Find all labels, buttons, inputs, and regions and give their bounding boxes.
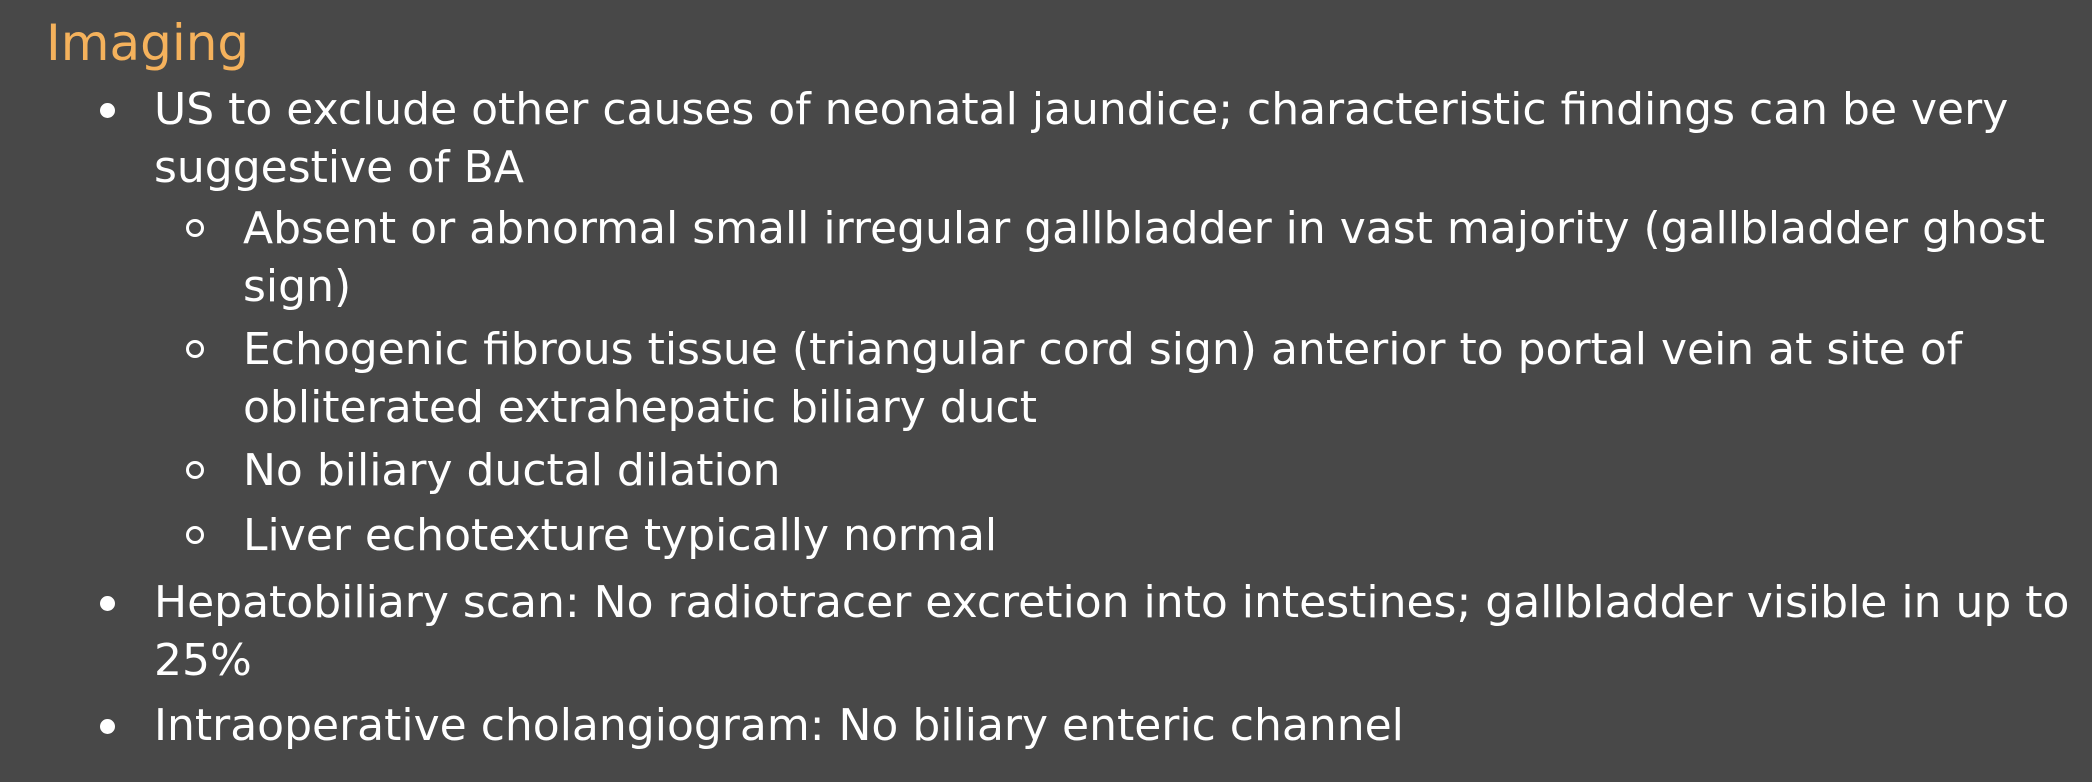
bullet-item-3-line-1: Intraoperative cholangiogram: No biliary enteric channel bbox=[154, 700, 1404, 751]
bullet-dot-icon bbox=[100, 719, 115, 734]
bullet-item-1-line-1: US to exclude other causes of neonatal jaundice; characteristic findings can be very bbox=[154, 84, 2009, 135]
sub-item-4-line-1: Liver echotexture typically normal bbox=[243, 510, 998, 561]
sub-bullet-circle-icon bbox=[186, 526, 204, 544]
sub-item-2-line-2: obliterated extrahepatic biliary duct bbox=[243, 382, 1037, 433]
sub-bullet-circle-icon bbox=[186, 219, 204, 237]
bullet-dot-icon bbox=[100, 596, 115, 611]
sub-item-2-line-1: Echogenic fibrous tissue (triangular cord sign) anterior to portal vein at site of bbox=[243, 324, 1963, 375]
bullet-dot-icon bbox=[100, 103, 115, 118]
bullet-item-2-line-1: Hepatobiliary scan: No radiotracer excretion into intestines; gallbladder visible in up to bbox=[154, 577, 2070, 628]
bullet-item-1-line-2: suggestive of BA bbox=[154, 142, 524, 193]
sub-bullet-circle-icon bbox=[186, 461, 204, 479]
sub-item-1-line-2: sign) bbox=[243, 261, 352, 312]
sub-item-3-line-1: No biliary ductal dilation bbox=[243, 445, 781, 496]
sub-item-1-line-1: Absent or abnormal small irregular gallbladder in vast majority (gallbladder ghost bbox=[243, 203, 2046, 254]
sub-bullet-circle-icon bbox=[186, 340, 204, 358]
bullet-item-2-line-2: 25% bbox=[154, 635, 252, 686]
section-title: Imaging bbox=[46, 14, 250, 72]
